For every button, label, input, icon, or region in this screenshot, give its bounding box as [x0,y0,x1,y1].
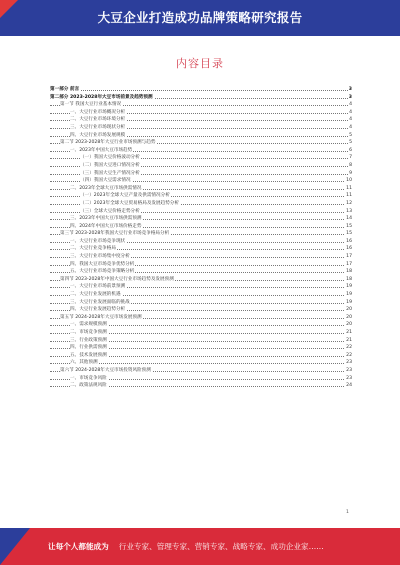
toc-entry-label: 第一部分 前言 [50,87,80,92]
toc-entry-label: 第四节 2023-2028年中国大豆行业市场趋势及发展预测 [60,276,174,282]
toc-entry[interactable] [50,101,352,109]
toc-entry[interactable] [50,375,352,383]
toc-entry-page: 16 [346,246,352,252]
toc-entry-label: 第五节 2024-2028年大豆市场发展预测 [60,314,142,320]
toc-entry[interactable] [50,124,352,132]
toc-entry-label: 三、大豆行业发展面临的挑战 [70,299,130,305]
page-number: 1 [346,510,349,515]
toc-entry-page: 22 [346,352,352,358]
toc-entry[interactable] [50,352,352,360]
toc-entry-label: 四、大豆行业发展趋势分析 [70,307,126,313]
toc-entry-label: （二）2023年全球大豆贸易格局及发展趋势分析 [80,200,179,206]
toc-entry-label: 三、行业政策预测 [70,337,107,343]
toc-entry-page: 24 [346,383,352,389]
table-of-contents [50,86,352,390]
toc-entry-label: （一）我国大豆价格波动分析 [80,155,140,161]
toc-entry-page: 18 [346,269,352,275]
toc-entry[interactable] [50,344,352,352]
toc-entry-label: 一、大豆行业市场概况分析 [70,109,126,115]
footer-roles: 行业专家、管理专家、营销专家、战略专家、成功企业家…… [118,542,324,551]
toc-entry[interactable] [50,306,352,314]
toc-entry[interactable] [50,359,352,367]
toc-entry-label: 一、2023年中国大豆市场趋势 [70,147,133,153]
toc-entry[interactable] [50,162,352,170]
toc-entry-page: 21 [346,337,352,343]
toc-entry-page: 4 [349,102,352,108]
toc-entry[interactable] [50,208,352,216]
toc-entry-page: 16 [346,238,352,244]
toc-entry-label: 五、大豆行业市场竞争策略分析 [70,269,135,275]
toc-entry-page: 20 [346,322,352,328]
toc-entry[interactable] [50,132,352,140]
toc-entry[interactable] [50,139,352,147]
toc-entry-label: 四、2024年中国大豆市场价格走势 [70,223,142,229]
toc-entry-label: 第三节 2023-2028年我国大豆行业市场竞争格局分析 [60,231,170,237]
toc-entry-page: 22 [346,345,352,351]
toc-entry-page: 23 [346,367,352,373]
report-title: 大豆企业打造成功品牌策略研究报告 [97,10,303,25]
toc-entry-label: 三、大豆行业市场现状分析 [70,124,126,130]
toc-entry-page: 17 [346,254,352,260]
toc-heading: 内容目录 [176,57,224,70]
footer-banner [48,528,324,565]
toc-entry-page: 4 [349,109,352,115]
toc-entry-page: 20 [346,314,352,320]
toc-entry[interactable] [50,299,352,307]
toc-entry-label: （四）我国大豆需求情况 [80,178,131,184]
toc-entry[interactable] [50,283,352,291]
toc-entry[interactable] [50,245,352,253]
toc-entry-page: 5 [349,140,352,146]
toc-entry-label: 第二节 2023-2028年大豆行业市场预测与趋势 [60,140,156,146]
toc-entry-label: 三、2023年中国大豆市场供需预测 [70,216,142,222]
toc-entry[interactable] [50,321,352,329]
toc-entry[interactable] [50,86,352,94]
toc-entry-page: 11 [346,193,352,199]
toc-entry[interactable] [50,337,352,345]
toc-entry-label: 一、大豆行业市场竞争现状 [70,238,126,244]
toc-entry-label: 第一节 我国大豆行业基本情况 [60,102,122,108]
toc-entry-page: 3 [348,94,352,100]
toc-entry-page: 14 [346,216,352,222]
toc-entry-page: 19 [346,284,352,290]
toc-entry-page: 10 [346,178,352,184]
toc-entry-page: 15 [346,223,352,229]
toc-entry[interactable] [50,230,352,238]
toc-entry-label: 一、需求规模预测 [70,322,107,328]
toc-entry[interactable] [50,109,352,117]
toc-entry[interactable] [50,268,352,276]
toc-entry-page: 4 [349,117,352,123]
toc-entry[interactable] [50,238,352,246]
toc-entry[interactable] [50,329,352,337]
toc-entry-label: （三）我国大豆生产情况分析 [80,170,140,176]
toc-entry[interactable] [50,94,352,102]
toc-entry-page: 12 [346,200,352,206]
toc-entry[interactable] [50,177,352,185]
toc-entry-label: 第二部分 2023-2028年大豆市场前景及趋势预测 [50,94,153,100]
toc-entry-page: 19 [346,299,352,305]
toc-entry-label: 二、大豆行业市场环境分析 [70,117,126,123]
toc-entry[interactable] [50,367,352,375]
toc-entry-label: 一、大豆行业市场前景预测 [70,284,126,290]
toc-entry[interactable] [50,192,352,200]
toc-entry[interactable] [50,185,352,193]
toc-entry-label: 二、政策法规风险 [70,383,107,389]
toc-entry-label: 三、大豆行业市场集中度分析 [70,254,130,260]
toc-entry-page: 6 [349,147,352,153]
toc-entry[interactable] [50,276,352,284]
toc-entry-page: 9 [349,170,352,176]
toc-entry-page: 18 [346,276,352,282]
toc-entry-label: 二、2023年全球大豆市场供需情况 [70,185,142,191]
toc-entry-label: 一、市场竞争风险 [70,375,107,381]
toc-entry[interactable] [50,116,352,124]
toc-entry-page: 11 [346,185,352,191]
toc-entry-page: 5 [349,132,352,138]
toc-entry-label: （三）全球大豆价格走势分析 [80,208,140,214]
toc-entry[interactable] [50,200,352,208]
toc-entry-label: （一）2023年全球大豆产量及供需情况分析 [80,193,170,199]
footer-corner-decoration [0,528,30,565]
toc-entry[interactable] [50,223,352,231]
toc-entry[interactable] [50,215,352,223]
toc-entry[interactable] [50,382,352,390]
toc-entry-page: 21 [346,330,352,335]
toc-entry-page: 8 [349,162,352,168]
toc-entry-page: 19 [346,292,352,298]
toc-entry[interactable] [50,314,352,322]
toc-entry-label: 二、大豆行业竞争格局 [70,246,116,252]
footer-slogan: 让每个人都能成为 [48,542,109,551]
toc-entry-label: 第六节 2024-2028年大豆市场投资风险预测 [60,367,151,373]
toc-entry-page: 17 [346,261,352,267]
toc-entry-label: 四、我国大豆市场竞争优势分析 [70,261,135,267]
toc-entry-page: 23 [346,375,352,381]
toc-entry-label: 二、市场竞争预测 [70,330,107,335]
toc-entry-label: 四、行业供需预测 [70,345,107,351]
toc-entry[interactable] [50,261,352,269]
toc-leader-dots [50,90,348,91]
toc-entry-page: 13 [346,208,352,214]
toc-entry-page: 4 [349,124,352,130]
toc-entry-label: 四、大豆行业市场发展规模 [70,132,126,138]
toc-entry-page: 23 [346,360,352,366]
toc-entry-page: 7 [349,155,352,161]
toc-entry[interactable] [50,253,352,261]
toc-entry-page: 3 [348,87,352,92]
toc-entry-label: 二、大豆行业发展的机遇 [70,292,121,298]
toc-entry-label: 五、技术发展预测 [70,352,107,358]
toc-entry[interactable] [50,291,352,299]
toc-entry[interactable] [50,170,352,178]
toc-entry-label: （二）我国大豆进口情况分析 [80,162,140,168]
toc-entry-page: 20 [346,307,352,313]
toc-entry-label: 六、其他预测 [70,360,98,366]
toc-entry[interactable] [50,154,352,162]
toc-entry-page: 15 [346,231,352,237]
toc-entry[interactable] [50,147,352,155]
